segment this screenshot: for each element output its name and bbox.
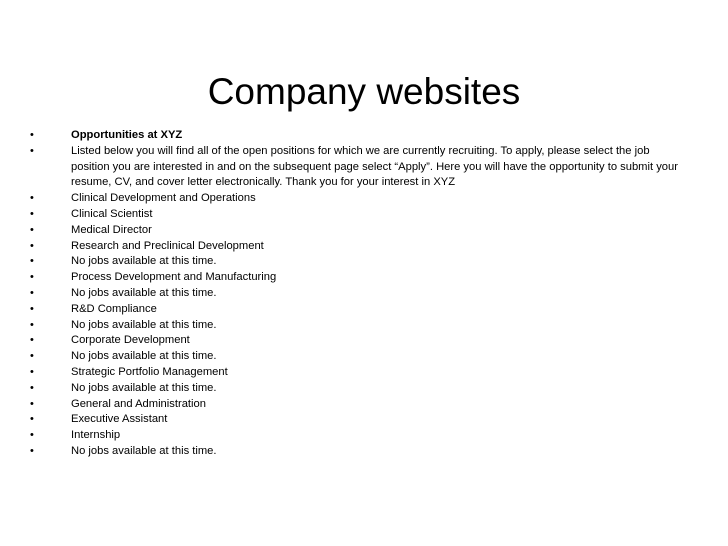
item-text: Strategic Portfolio Management (71, 365, 228, 378)
bullet: • (30, 144, 34, 157)
bullet: • (30, 397, 34, 410)
bullet: • (30, 223, 34, 236)
bullet: • (30, 365, 34, 378)
list-item (30, 144, 690, 191)
item-text: R&D Compliance (71, 302, 157, 315)
bullet: • (30, 129, 34, 141)
list-item (30, 381, 690, 397)
list-item (30, 302, 690, 318)
item-text: Internship (71, 429, 121, 442)
item-text: No jobs available at this time. (71, 318, 217, 331)
bullet-list (30, 128, 690, 460)
list-item (30, 286, 690, 302)
bullet: • (30, 302, 34, 315)
list-item (30, 444, 690, 460)
list-item (30, 207, 690, 223)
list-item (30, 349, 690, 365)
bullet: • (30, 255, 34, 268)
list-item (30, 254, 690, 270)
list-item (30, 239, 690, 255)
list-item (30, 223, 690, 239)
item-text: No jobs available at this time. (71, 381, 217, 394)
item-text: No jobs available at this time. (71, 286, 217, 299)
slide-title: Company websites (207, 70, 521, 112)
item-text: Executive Assistant (71, 413, 168, 426)
bullet: • (30, 318, 34, 331)
item-text: No jobs available at this time. (71, 255, 217, 268)
item-text: No jobs available at this time. (71, 444, 217, 457)
list-item (30, 128, 690, 144)
bullet: • (30, 334, 34, 347)
list-item (30, 318, 690, 334)
item-text: Medical Director (71, 223, 152, 236)
item-text: Opportunities at XYZ (71, 129, 183, 141)
bullet: • (30, 444, 34, 457)
item-text: Listed below you will find all of the open positions for which we are currently recruiting. To apply, please select the job position you are interested in and on the subsequent page select “Apply”. Here you will have the opportunity to submit your resume, CV, and cover letter electronically. Thank you for your interest in XYZ (71, 144, 678, 189)
item-text: Research and Preclinical Development (71, 239, 264, 252)
list-item (30, 428, 690, 444)
list-item (30, 412, 690, 428)
item-text: No jobs available at this time. (71, 350, 217, 363)
list-item (30, 397, 690, 413)
item-text: Corporate Development (71, 334, 190, 347)
list-item (30, 191, 690, 207)
list-item (30, 365, 690, 381)
item-text: Process Development and Manufacturing (71, 271, 277, 284)
bullet: • (30, 381, 34, 394)
item-text: General and Administration (71, 397, 206, 410)
bullet: • (30, 271, 34, 284)
list-item (30, 270, 690, 286)
bullet: • (30, 286, 34, 299)
bullet: • (30, 207, 34, 220)
bullet: • (30, 429, 34, 442)
item-text: Clinical Scientist (71, 207, 153, 220)
item-text: Clinical Development and Operations (71, 192, 256, 205)
bullet: • (30, 413, 34, 426)
bullet: • (30, 192, 34, 205)
bullet: • (30, 350, 34, 363)
list-item (30, 333, 690, 349)
bullet: • (30, 239, 34, 252)
